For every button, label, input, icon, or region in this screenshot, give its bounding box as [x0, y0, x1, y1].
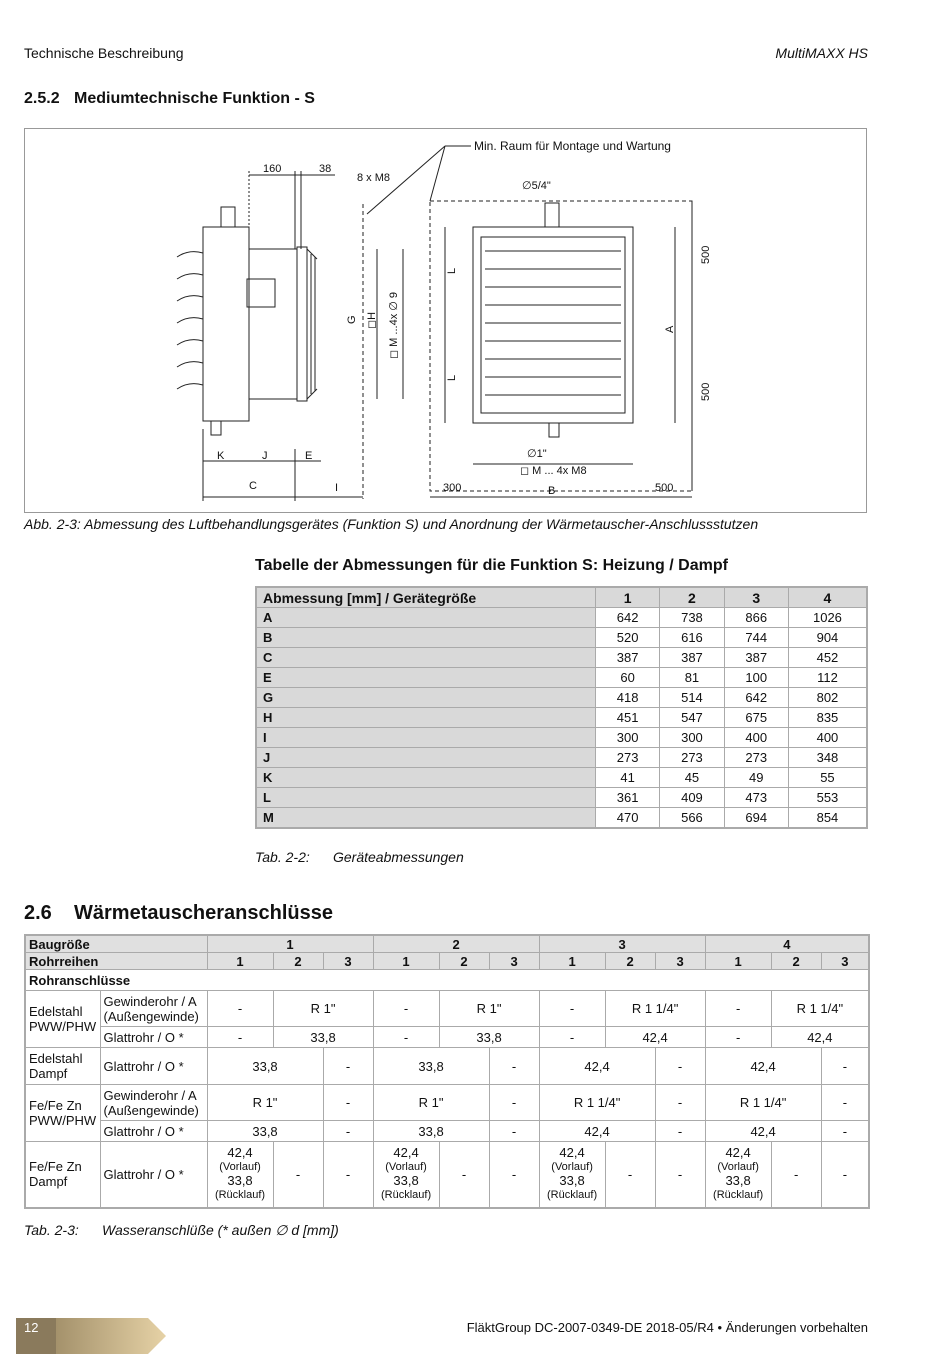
- row-count: 3: [655, 953, 705, 970]
- dimension-value: 451: [596, 708, 660, 728]
- dimension-value: 273: [660, 748, 724, 768]
- dimension-label: M: [256, 808, 596, 829]
- steam-ruecklauf-label: (Rücklauf): [380, 1189, 432, 1202]
- table-cell: -: [821, 1121, 869, 1142]
- row-count: 2: [273, 953, 323, 970]
- size-header: 2: [373, 935, 539, 953]
- section-number: 2.5.2: [24, 90, 60, 107]
- dimension-label: A: [256, 608, 596, 628]
- material-label: Fe/Fe Zn PWW/PHW: [25, 1085, 100, 1142]
- table-row: [25, 1027, 869, 1048]
- dimension-value: 835: [788, 708, 867, 728]
- size-header: 3: [539, 935, 705, 953]
- fig-pipe-bottom: ∅1": [527, 448, 547, 460]
- table-cell: R 1": [207, 1085, 323, 1121]
- dimension-value: 273: [596, 748, 660, 768]
- table-cell: 42,4: [705, 1048, 821, 1085]
- fig-h: ◻H: [366, 311, 378, 329]
- table-cell: -: [489, 1121, 539, 1142]
- table-row: [256, 628, 867, 648]
- dimension-value: 547: [660, 708, 724, 728]
- section2-title: [24, 902, 333, 925]
- table-cell: 33,8: [273, 1027, 373, 1048]
- material-label: Edelstahl Dampf: [25, 1048, 100, 1085]
- dimension-value: 300: [660, 728, 724, 748]
- section-title: [24, 90, 315, 108]
- steam-vorlauf-label: (Vorlauf): [219, 1161, 261, 1174]
- pipe-type: Gewinderohr / A (Außengewinde): [100, 1085, 207, 1121]
- dimension-label: E: [256, 668, 596, 688]
- table-cell: -: [323, 1121, 373, 1142]
- table-cell: -: [655, 1085, 705, 1121]
- table-row: [256, 668, 867, 688]
- table-row: [25, 1142, 869, 1208]
- dimension-value: 514: [660, 688, 724, 708]
- steam-ruecklauf-value: 33,8: [227, 1173, 253, 1189]
- dimension-value: 738: [660, 608, 724, 628]
- table-cell: -: [821, 1085, 869, 1121]
- table-cell: -: [655, 1048, 705, 1085]
- pipe-type: Glattrohr / O *: [100, 1048, 207, 1085]
- steam-ruecklauf-label: (Rücklauf): [214, 1189, 266, 1202]
- table-cell: -: [655, 1142, 705, 1208]
- dimension-value: 387: [660, 648, 724, 668]
- fig-a: A: [664, 325, 676, 333]
- table-row: [256, 788, 867, 808]
- table-cell: 42,4: [705, 1121, 821, 1142]
- dimension-value: 41: [596, 768, 660, 788]
- dimension-value: 866: [724, 608, 788, 628]
- dimension-label: B: [256, 628, 596, 648]
- table-header-cell: Abmessung [mm] / Gerätegröße: [256, 587, 596, 608]
- row-count: 2: [771, 953, 821, 970]
- fig-m-side: ◻ M ...4x ∅ 9: [388, 291, 400, 359]
- dimension-label: J: [256, 748, 596, 768]
- table-cell: -: [771, 1142, 821, 1208]
- dimension-value: 694: [724, 808, 788, 829]
- table1-caption: [255, 849, 464, 865]
- dimension-value: 473: [724, 788, 788, 808]
- dimension-value: 802: [788, 688, 867, 708]
- dimension-label: G: [256, 688, 596, 708]
- section2-heading: Wärmetauscheranschlüsse: [74, 902, 334, 924]
- row-count: 1: [207, 953, 273, 970]
- dimension-value: 642: [724, 688, 788, 708]
- steam-vorlauf-value: 42,4: [393, 1145, 419, 1161]
- dimension-label: K: [256, 768, 596, 788]
- table-cell: R 1 1/4": [705, 1085, 821, 1121]
- steam-cell: [705, 1142, 771, 1208]
- table-cell: 42,4: [539, 1121, 655, 1142]
- pipe-type: Glattrohr / O *: [100, 1027, 207, 1048]
- size-header: 1: [207, 935, 373, 953]
- fig-j: J: [262, 450, 268, 462]
- dimension-value: 452: [788, 648, 867, 668]
- steam-vorlauf-label: (Vorlauf): [551, 1161, 593, 1174]
- dimension-value: 100: [724, 668, 788, 688]
- connections-table: [24, 934, 870, 1209]
- technical-drawing: [25, 129, 868, 514]
- table-cell: R 1": [439, 991, 539, 1027]
- row-count: 2: [605, 953, 655, 970]
- dimension-label: L: [256, 788, 596, 808]
- table-cell: -: [821, 1048, 869, 1085]
- fig-l-top: L: [446, 267, 458, 274]
- dimension-value: 553: [788, 788, 867, 808]
- table1-title: Tabelle der Abmessungen für die Funktion S: Heizung / Dampf: [255, 557, 728, 574]
- table-cell: -: [207, 1027, 273, 1048]
- steam-ruecklauf-label: (Rücklauf): [547, 1189, 598, 1202]
- fig-c: C: [249, 480, 257, 492]
- table-cell: 42,4: [771, 1027, 869, 1048]
- table-cell: 33,8: [373, 1048, 489, 1085]
- pipe-type: Gewinderohr / A (Außengewinde): [100, 991, 207, 1027]
- fig-l-bottom: L: [446, 374, 458, 381]
- table-cell: -: [323, 1048, 373, 1085]
- table-cell: -: [207, 991, 273, 1027]
- steam-vorlauf-label: (Vorlauf): [385, 1161, 427, 1174]
- table-cell: R 1 1/4": [539, 1085, 655, 1121]
- dimension-value: 470: [596, 808, 660, 829]
- fig-d160: 160: [263, 163, 282, 175]
- steam-ruecklauf-value: 33,8: [725, 1173, 751, 1189]
- dimension-value: 409: [660, 788, 724, 808]
- dimension-table: [255, 586, 868, 829]
- fig-g: G: [346, 315, 358, 324]
- dimension-value: 1026: [788, 608, 867, 628]
- steam-cell: [373, 1142, 439, 1208]
- dimension-value: 81: [660, 668, 724, 688]
- table-cell: 42,4: [539, 1048, 655, 1085]
- table-row: [25, 1048, 869, 1085]
- table1-caption-number: Tab. 2-2:: [255, 849, 310, 865]
- pipe-type: Glattrohr / O *: [100, 1121, 207, 1142]
- table-row: [256, 768, 867, 788]
- dimension-value: 904: [788, 628, 867, 648]
- section2-number: 2.6: [24, 902, 52, 924]
- table-cell: -: [605, 1142, 655, 1208]
- table-cell: R 1 1/4": [771, 991, 869, 1027]
- table-row: [256, 688, 867, 708]
- dimension-value: 49: [724, 768, 788, 788]
- table2-caption: [24, 1222, 339, 1239]
- table-cell: -: [489, 1142, 539, 1208]
- rohranschluesse-label: Rohranschlüsse: [25, 970, 869, 991]
- steam-vorlauf-value: 42,4: [559, 1145, 585, 1161]
- table-header-cell: 2: [660, 587, 724, 608]
- row-count: 1: [705, 953, 771, 970]
- fig-d500b: 500: [655, 482, 674, 494]
- dimension-value: 520: [596, 628, 660, 648]
- dimension-value: 387: [596, 648, 660, 668]
- dimension-value: 616: [660, 628, 724, 648]
- table-cell: -: [439, 1142, 489, 1208]
- table-cell: R 1": [373, 1085, 489, 1121]
- dimension-label: C: [256, 648, 596, 668]
- section-heading: Mediumtechnische Funktion - S: [74, 90, 315, 107]
- table-cell: -: [821, 1142, 869, 1208]
- steam-vorlauf-label: (Vorlauf): [717, 1161, 759, 1174]
- footer-page-tab: [16, 1318, 168, 1354]
- dimension-drawing: [24, 128, 867, 513]
- steam-cell: [207, 1142, 273, 1208]
- fig-pipe-top: ∅5/4": [522, 180, 551, 192]
- dimension-value: 744: [724, 628, 788, 648]
- table-header-cell: 3: [724, 587, 788, 608]
- fig-screws: 8 x M8: [357, 172, 391, 184]
- fig-d300: 300: [443, 482, 462, 494]
- table-row: [25, 1085, 869, 1121]
- dimension-label: I: [256, 728, 596, 748]
- page-number: 12: [24, 1320, 39, 1335]
- table-header-row: [256, 587, 867, 608]
- steam-ruecklauf-value: 33,8: [393, 1173, 419, 1189]
- table-header-cell: 4: [788, 587, 867, 608]
- table-cell: 33,8: [439, 1027, 539, 1048]
- dimension-value: 387: [724, 648, 788, 668]
- footer-text: FläktGroup DC-2007-0349-DE 2018-05/R4 • Änderungen vorbehalten: [466, 1320, 868, 1335]
- fig-m-bottom: ◻ M ... 4x M8: [520, 465, 587, 477]
- row-count: 2: [439, 953, 489, 970]
- dimension-value: 55: [788, 768, 867, 788]
- fig-e: E: [305, 450, 313, 462]
- fig-d500-top: 500: [700, 245, 712, 264]
- size-header: 4: [705, 935, 869, 953]
- table-cell: R 1": [273, 991, 373, 1027]
- header-right: MultiMAXX HS: [775, 45, 868, 61]
- table-row: [256, 748, 867, 768]
- table-cell: -: [489, 1048, 539, 1085]
- steam-vorlauf-value: 42,4: [227, 1145, 253, 1161]
- steam-ruecklauf-label: (Rücklauf): [713, 1189, 764, 1202]
- table-cell: 33,8: [373, 1121, 489, 1142]
- dimension-label: H: [256, 708, 596, 728]
- row-count: 1: [539, 953, 605, 970]
- table-row: [25, 953, 869, 970]
- dimension-value: 642: [596, 608, 660, 628]
- table-cell: 33,8: [207, 1048, 323, 1085]
- table-row: [25, 970, 869, 991]
- fig-k: K: [217, 450, 225, 462]
- table-cell: 33,8: [207, 1121, 323, 1142]
- table-cell: 42,4: [605, 1027, 705, 1048]
- dimension-value: 300: [596, 728, 660, 748]
- row-count: 3: [821, 953, 869, 970]
- dimension-value: 400: [788, 728, 867, 748]
- material-label: Fe/Fe Zn Dampf: [25, 1142, 100, 1208]
- table2-caption-number: Tab. 2-3:: [24, 1222, 79, 1238]
- table-row: [256, 708, 867, 728]
- table-cell: -: [539, 991, 605, 1027]
- table-row: [256, 648, 867, 668]
- figure-caption: Abb. 2-3: Abmessung des Luftbehandlungsgerätes (Funktion S) und Anordnung der Wärmetauscher-Anschlussstutzen: [24, 516, 759, 532]
- table-cell: -: [323, 1142, 373, 1208]
- row-count: 3: [323, 953, 373, 970]
- table-cell: -: [273, 1142, 323, 1208]
- fig-i: I: [335, 482, 339, 494]
- steam-cell: [539, 1142, 605, 1208]
- dimension-value: 45: [660, 768, 724, 788]
- dimension-value: 112: [788, 668, 867, 688]
- table-cell: -: [373, 1027, 439, 1048]
- table-row: [256, 808, 867, 829]
- table-cell: -: [489, 1085, 539, 1121]
- header-left: Technische Beschreibung: [24, 45, 184, 61]
- table-row: [256, 728, 867, 748]
- table-cell: -: [373, 991, 439, 1027]
- baugroesse-label: Baugröße: [25, 935, 207, 953]
- table-cell: -: [655, 1121, 705, 1142]
- table2-caption-text: Wasseranschlüße (* außen ∅ d [mm]): [102, 1222, 339, 1238]
- table-row: [25, 935, 869, 953]
- fig-b: B: [548, 485, 556, 497]
- dimension-value: 60: [596, 668, 660, 688]
- pipe-type: Glattrohr / O *: [100, 1142, 207, 1208]
- steam-ruecklauf-value: 33,8: [559, 1173, 585, 1189]
- table-row: [25, 1121, 869, 1142]
- dimension-value: 273: [724, 748, 788, 768]
- dimension-value: 418: [596, 688, 660, 708]
- table-row: [25, 991, 869, 1027]
- table-cell: -: [539, 1027, 605, 1048]
- dimension-value: 566: [660, 808, 724, 829]
- table-cell: R 1 1/4": [605, 991, 705, 1027]
- dimension-value: 348: [788, 748, 867, 768]
- dimension-value: 361: [596, 788, 660, 808]
- table-header-cell: 1: [596, 587, 660, 608]
- material-label: Edelstahl PWW/PHW: [25, 991, 100, 1048]
- table-cell: -: [705, 991, 771, 1027]
- table-cell: -: [323, 1085, 373, 1121]
- dimension-value: 675: [724, 708, 788, 728]
- row-count: 3: [489, 953, 539, 970]
- dimension-value: 400: [724, 728, 788, 748]
- row-count: 1: [373, 953, 439, 970]
- table-cell: -: [705, 1027, 771, 1048]
- dimension-value: 854: [788, 808, 867, 829]
- table-row: [256, 608, 867, 628]
- fig-note: Min. Raum für Montage und Wartung: [474, 139, 671, 153]
- fig-d500-bot: 500: [700, 382, 712, 401]
- steam-vorlauf-value: 42,4: [725, 1145, 751, 1161]
- table1-caption-text: Geräteabmessungen: [333, 849, 464, 865]
- rohrreihen-label: Rohrreihen: [25, 953, 207, 970]
- fig-d38: 38: [319, 163, 332, 175]
